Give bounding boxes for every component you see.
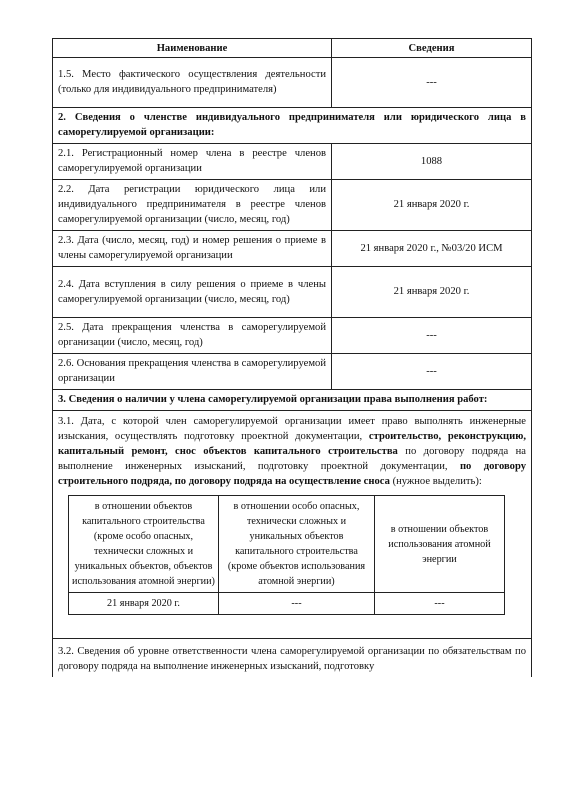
row-2-6-label: 2.6. Основания прекращения членства в саморегулируемой организации [53, 354, 332, 390]
row-2-4-label: 2.4. Дата вступления в силу решения о приеме в члены саморегулируемой организации (число, месяц, год) [53, 267, 332, 318]
rights-col-dangerous: в отношении особо опасных, технически сложных и уникальных объектов капитального строительства (кроме объектов использования атомной энергии) [219, 496, 375, 593]
row-3-1-text-part: (нужное выделить): [389, 476, 482, 487]
row-2-5-value: --- [332, 318, 532, 354]
row-3-1-text-part: 3.1. Дата, с которой член саморегулируемой организации имеет право выполнять инженерные изыскания, осуществлять подготовку проектной документации, [58, 416, 526, 442]
row-2-1-value: 1088 [332, 144, 532, 180]
table-row [53, 267, 532, 318]
rights-value-ordinary: 21 января 2020 г. [69, 593, 219, 615]
row-3-1-bold-contracts: по договору строительного подряда, по договору подряда на осуществление сноса [58, 461, 526, 487]
document-page [52, 38, 531, 677]
row-3-1-text [58, 414, 526, 489]
header-info: Сведения [332, 39, 532, 58]
rights-values-row [69, 593, 505, 615]
table-header-row [53, 39, 532, 58]
row-2-2-label: 2.2. Дата регистрации юридического лица или индивидуального предпринимателя в реестре членов саморегулируемой организации (число, месяц, год) [53, 180, 332, 231]
row-2-3-label: 2.3. Дата (число, месяц, год) и номер решения о приеме в члены саморегулируемой организации [53, 231, 332, 267]
row-1-5-label: 1.5. Место фактического осуществления деятельности (только для индивидуального предпринимателя) [53, 58, 332, 108]
table-row [53, 354, 532, 390]
row-2-4-value: 21 января 2020 г. [332, 267, 532, 318]
row-2-5-label: 2.5. Дата прекращения членства в саморегулируемой организации (число, месяц, год) [53, 318, 332, 354]
header-name: Наименование [53, 39, 332, 58]
rights-header-row [69, 496, 505, 593]
table-row [53, 58, 532, 108]
row-2-6-value: --- [332, 354, 532, 390]
row-2-2-value: 21 января 2020 г. [332, 180, 532, 231]
registry-extract-table [52, 38, 532, 677]
row-3-1-cell [53, 411, 532, 639]
row-2-1-label: 2.1. Регистрационный номер члена в реестре членов саморегулируемой организации [53, 144, 332, 180]
section-3-row [53, 390, 532, 411]
row-3-1-bold-works: строительство, реконструкцию, капитальный ремонт, снос объектов капитального строительства [58, 431, 526, 457]
section-3-title: 3. Сведения о наличии у члена саморегулируемой организации права выполнения работ: [53, 390, 532, 411]
rights-dates-table [68, 495, 505, 615]
row-2-3-value: 21 января 2020 г., №03/20 ИСМ [332, 231, 532, 267]
rights-col-ordinary: в отношении объектов капитального строительства (кроме особо опасных, технически сложных и уникальных объектов, объектов использования атомной энергии) [69, 496, 219, 593]
rights-value-dangerous: --- [219, 593, 375, 615]
row-3-2-text: 3.2. Сведения об уровне ответственности члена саморегулируемой организации по обязательствам по договору подряда на выполнение инженерных изысканий, подготовку [53, 639, 532, 678]
section-2-title: 2. Сведения о членстве индивидуального предпринимателя или юридического лица в саморегулируемой организации: [53, 108, 532, 144]
row-3-2 [53, 639, 532, 678]
rights-col-nuclear: в отношении объектов использования атомной энергии [375, 496, 505, 593]
section-2-row [53, 108, 532, 144]
table-row [53, 318, 532, 354]
table-row [53, 231, 532, 267]
table-row [53, 144, 532, 180]
table-row [53, 180, 532, 231]
row-1-5-value: --- [332, 58, 532, 108]
rights-value-nuclear: --- [375, 593, 505, 615]
row-3-1-text-part: по договору подряда на выполнение инженерных изысканий, подготовку проектной документации, [58, 446, 526, 472]
row-3-1 [53, 411, 532, 639]
